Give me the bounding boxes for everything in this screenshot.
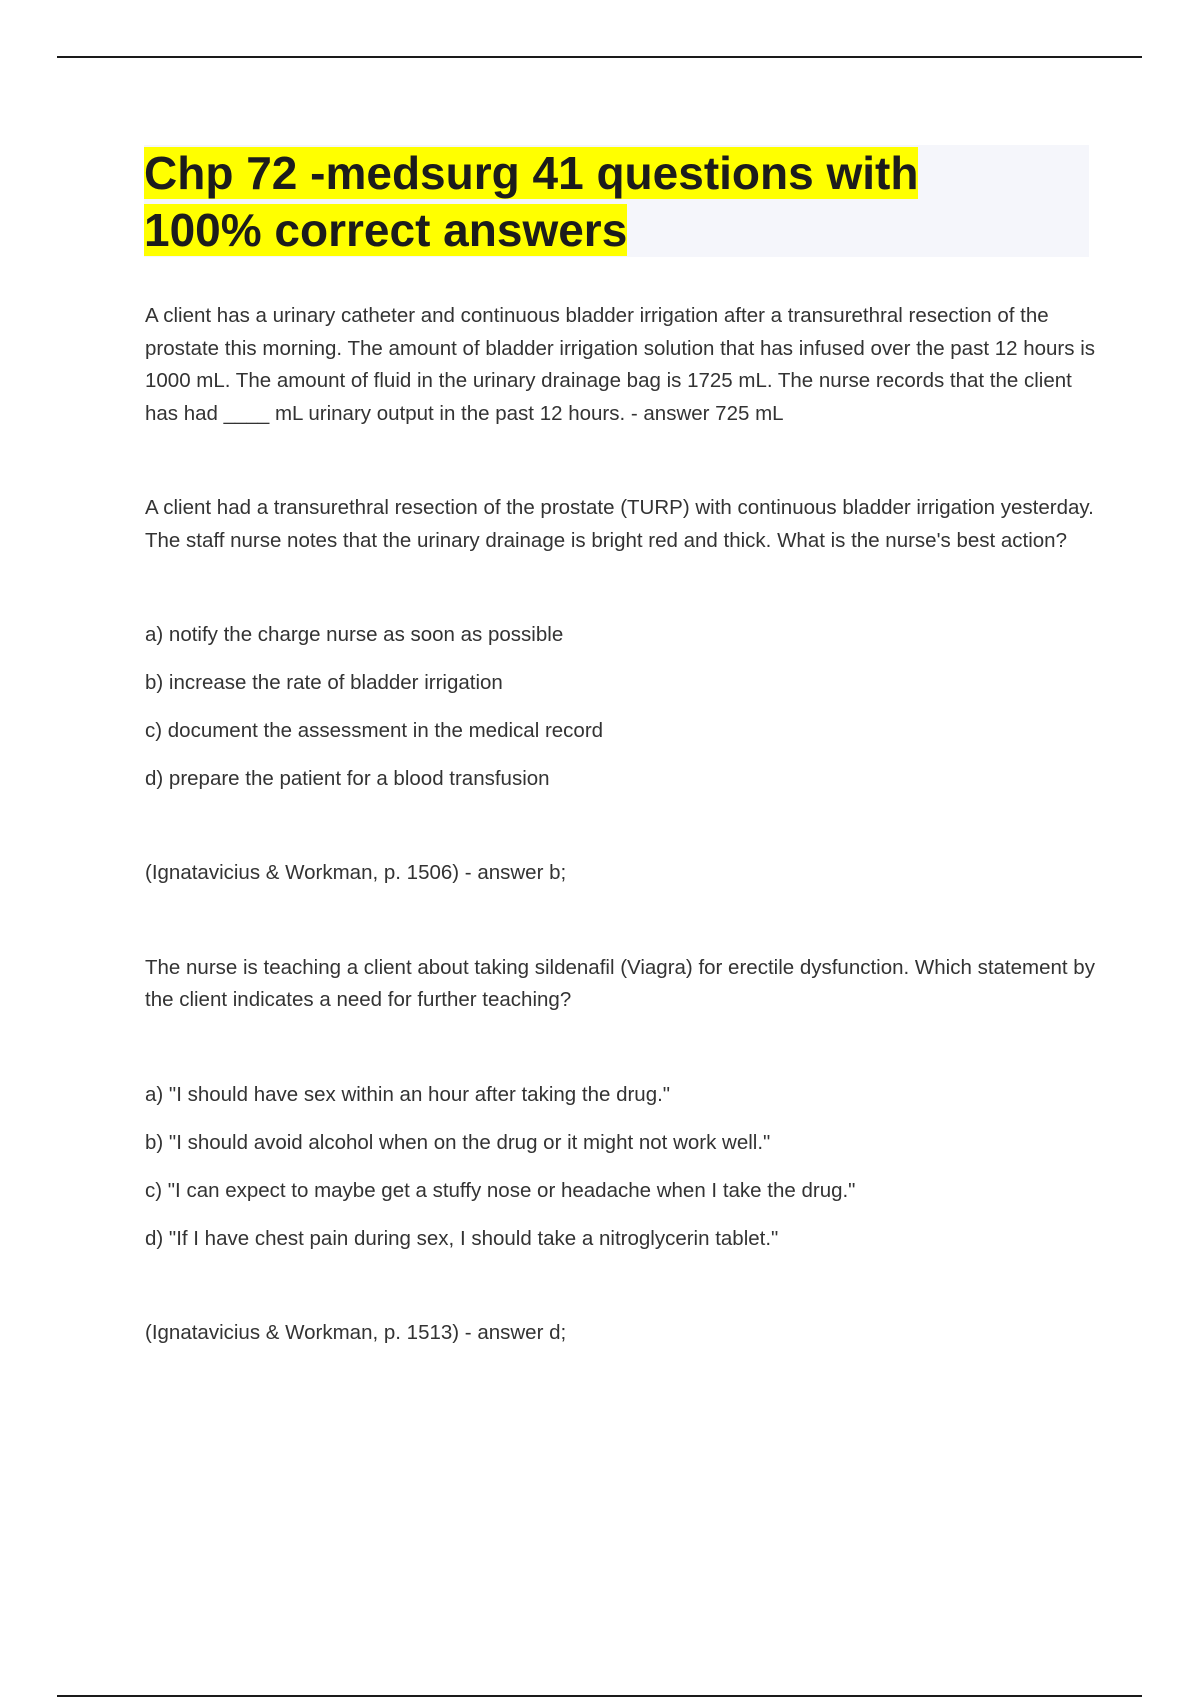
top-rule: [57, 56, 1142, 58]
question-3-option-d: d) "If I have chest pain during sex, I should take a nitroglycerin tablet.": [145, 1226, 779, 1250]
question-2-option-b: b) increase the rate of bladder irrigation: [145, 671, 503, 694]
question-2-answer: (Ignatavicius & Workman, p. 1506) - answer b;: [145, 861, 567, 884]
document-body: [145, 300, 1095, 1411]
title-block: [144, 145, 1089, 257]
question-3-stem: The nurse is teaching a client about taking sildenafil (Viagra) for erectile dysfunction. Which statement by the client indicates a need for further teaching?: [145, 955, 1095, 1011]
title-line-2: 100% correct answers: [144, 204, 628, 256]
question-2-option-c: c) document the assessment in the medical record: [145, 719, 604, 742]
question-3-answer: (Ignatavicius & Workman, p. 1513) - answer d;: [145, 1320, 567, 1344]
bottom-rule: [57, 1695, 1142, 1697]
question-2-option-a: a) notify the charge nurse as soon as possible: [145, 623, 564, 646]
question-2-option-d: d) prepare the patient for a blood transfusion: [145, 767, 550, 790]
question-2-stem: A client had a transurethral resection of the prostate (TURP) with continuous bladder irrigation yesterday. The staff nurse notes that the urinary drainage is bright red and thick. What is the nurse's best action?: [145, 496, 1094, 552]
question-3-option-b: b) "I should avoid alcohol when on the drug or it might not work well.": [145, 1130, 771, 1154]
question-3-option-a: a) "I should have sex within an hour after taking the drug.": [145, 1082, 671, 1106]
question-1-text: A client has a urinary catheter and continuous bladder irrigation after a transurethral resection of the prostate this morning. The amount of bladder irrigation solution that has infused over the past 12 hours is 1000 mL. The amount of fluid in the urinary drainage bag is 1725 mL. The nurse records that the client has had ____ mL urinary output in the past 12 hours. - answer 725 mL: [145, 304, 1096, 425]
title-line-1: Chp 72 -medsurg 41 questions with: [144, 147, 919, 199]
page-title: [144, 145, 1089, 259]
question-3-option-c: c) "I can expect to maybe get a stuffy nose or headache when I take the drug.": [145, 1178, 856, 1202]
